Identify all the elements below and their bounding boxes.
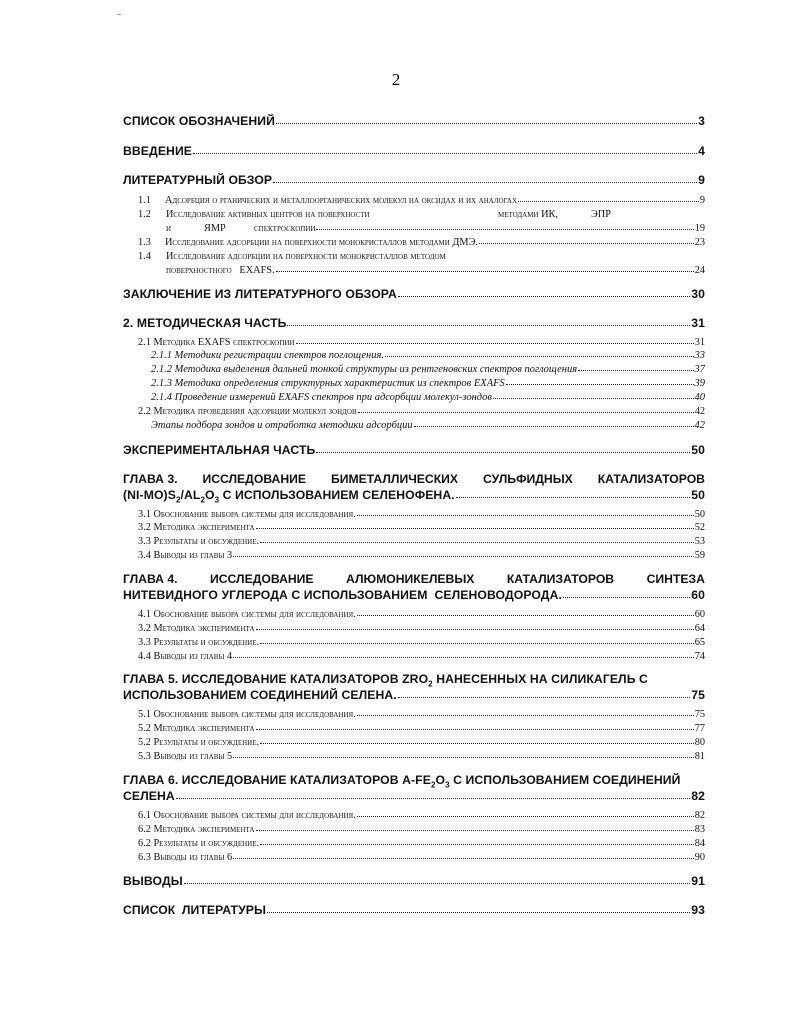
- dot-leader: [506, 383, 694, 385]
- toc-entry-title: и: [166, 223, 172, 234]
- toc-entry-1-1[interactable]: [138, 195, 705, 206]
- dot-leader: [358, 411, 694, 413]
- toc-entry-chapter-3-line1[interactable]: [123, 472, 705, 486]
- toc-entry-title: 2.2 Методика проведения адсорбции молекул зондов: [138, 406, 357, 417]
- toc-entry-title: Этапы подбора зондов и отработка методики адсорбции: [151, 420, 413, 431]
- toc-entry-5-1[interactable]: [138, 709, 705, 720]
- toc-entry-title: Исследование адсорбции на поверхности монокристаллов методом: [166, 251, 446, 262]
- toc-page-number: 53: [694, 536, 705, 547]
- toc-entry-title: 2. МЕТОДИЧЕСКАЯ ЧАСТЬ: [123, 316, 287, 330]
- toc-page-number: 42: [694, 406, 705, 417]
- toc-entry-title: ЭПР: [591, 209, 611, 220]
- toc-entry-title: поверхностного EXAFS.: [166, 265, 275, 276]
- toc-entry-title: 2.1.2 Методика выделения дальней тонкой структуры из рентгеновских спектров поглощения: [151, 364, 578, 375]
- toc-entry-title: ЛИТЕРАТУРНЫЙ ОБЗОР: [123, 173, 273, 187]
- toc-entry-4-2[interactable]: [138, 623, 705, 634]
- toc-entry-title: 4.1 Обоснование выбора системы для исследования.: [138, 609, 356, 620]
- toc-entry-title: Исследование адсорбции на поверхности монокристаллов методами ДМЭ.: [165, 237, 478, 248]
- toc-page-number: 24: [694, 265, 705, 276]
- toc-entry-title: ВВЕДЕНИЕ: [123, 144, 193, 158]
- toc-entry-5-4[interactable]: [138, 751, 705, 762]
- toc-page-number: 31: [694, 337, 705, 348]
- dot-leader: [357, 714, 694, 716]
- toc-entry-methods[interactable]: [123, 316, 705, 330]
- toc-entry-2-1[interactable]: [138, 337, 705, 348]
- toc-page-number: 82: [694, 810, 705, 821]
- toc-page-number: 82: [691, 789, 705, 803]
- toc-entry-title: 3.4 Выводы из главы 3: [138, 550, 233, 561]
- toc-entry-title: ЭКСПЕРИМЕНТАЛЬНАЯ ЧАСТЬ: [123, 443, 316, 457]
- toc-entry-1-2-line1[interactable]: [138, 209, 708, 223]
- toc-entry-chapter-4-line1[interactable]: [123, 572, 705, 586]
- toc-entry-6-1[interactable]: [138, 810, 705, 821]
- dot-leader: [256, 527, 694, 529]
- dot-leader: [260, 541, 694, 543]
- toc-entry-6-4[interactable]: [138, 852, 705, 863]
- toc-entry-introduction[interactable]: [123, 144, 705, 158]
- toc-entry-title: 3.2 Методика эксперимента: [138, 623, 255, 634]
- dot-leader: [260, 843, 694, 845]
- toc-entry-title: ГЛАВА 6. ИССЛЕДОВАНИЕ КАТАЛИЗАТОРОВ $A-FE_2O_3$ С ИСПОЛЬЗОВАНИЕМ СОЕДИНЕНИЙ: [123, 773, 681, 790]
- toc-page-number: 42: [694, 420, 705, 431]
- toc-entry-chapter-5-line1[interactable]: [123, 672, 705, 688]
- dot-leader: [276, 270, 694, 272]
- dot-leader: [316, 451, 690, 453]
- toc-page-number: 93: [691, 903, 705, 917]
- toc-page-number: 90: [694, 852, 705, 863]
- toc-entry-title: 2.1.1 Методики регистрации спектров поглощения.: [151, 350, 384, 361]
- toc-page-number: 75: [691, 688, 705, 702]
- dot-leader: [563, 596, 690, 598]
- toc-entry-title: КАТАЛИЗАТОРОВ: [597, 472, 705, 486]
- toc-entry-literature-review[interactable]: [123, 173, 705, 187]
- toc-entry-title: 6.3 Выводы из главы 6: [138, 852, 233, 863]
- toc-entry-4-1[interactable]: [138, 609, 705, 620]
- section-number: 1.4: [138, 251, 151, 262]
- toc-page-number: 4: [698, 144, 705, 158]
- toc-entry-title: 6.2 Результаты и обсуждение.: [138, 838, 260, 849]
- toc-entry-abbreviations[interactable]: [123, 114, 705, 128]
- dot-leader: [256, 628, 694, 630]
- dot-leader: [414, 425, 694, 427]
- toc-entry-literature-conclusion[interactable]: [123, 287, 705, 301]
- toc-entry-6-3[interactable]: [138, 838, 705, 849]
- toc-entry-title: 2.1.4 Проведение измерений EXAFS спектров при адсорбции молекул-зондов: [151, 392, 492, 403]
- toc-entry-title: СПИСОК ОБОЗНАЧЕНИЙ: [123, 114, 275, 128]
- toc-entry-title: НИТЕВИДНОГО УГЛЕРОДА С ИСПОЛЬЗОВАНИЕМ СЕЛЕНОВОДОРОДА.: [123, 588, 562, 602]
- toc-page-number: 83: [694, 824, 705, 835]
- toc-entry-2-1-3[interactable]: [151, 378, 705, 389]
- toc-page-number: 59: [694, 550, 705, 561]
- toc-entry-title: ВЫВОДЫ: [123, 874, 183, 888]
- dot-leader: [385, 355, 694, 357]
- dot-leader: [233, 857, 694, 859]
- toc-entry-title: 5.1 Обоснование выбора системы для исследования.: [138, 709, 356, 720]
- dot-leader: [267, 911, 690, 913]
- dot-leader: [233, 756, 694, 758]
- toc-entry-title: ИССЛЕДОВАНИЕ: [202, 472, 307, 486]
- toc-entry-5-3[interactable]: [138, 737, 705, 748]
- dot-leader: [233, 555, 694, 557]
- toc-page-number: 37: [694, 364, 705, 375]
- dot-leader: [176, 797, 690, 799]
- dot-leader: [260, 642, 694, 644]
- toc-page-number: 50: [694, 509, 705, 520]
- toc-entry-title: СЕЛЕНА: [123, 789, 175, 803]
- toc-entry-title: $(NI-MO)S_2/AL_2O_3$ С ИСПОЛЬЗОВАНИЕМ СЕЛЕНОФЕНА.: [123, 488, 455, 505]
- toc-entry-2-2-probes[interactable]: [151, 420, 705, 431]
- toc-page-number: 75: [694, 709, 705, 720]
- dot-leader: [276, 122, 697, 124]
- toc-page-number: 64: [694, 623, 705, 634]
- toc-entry-chapter-6-line1[interactable]: [123, 773, 705, 789]
- toc-page-number: 9: [699, 195, 705, 206]
- toc-entry-6-2[interactable]: [138, 824, 705, 835]
- toc-entry-3-1[interactable]: [138, 509, 705, 520]
- toc-entry-title: ЯМР: [204, 223, 226, 234]
- toc-page-number: 40: [694, 392, 705, 403]
- toc-page-number: 91: [691, 874, 705, 888]
- toc-entry-conclusions[interactable]: [123, 874, 705, 888]
- toc-entry-title: 5.2 Методика эксперимента: [138, 723, 255, 734]
- toc-page-number: 77: [694, 723, 705, 734]
- toc-page-number: 65: [694, 637, 705, 648]
- toc-entry-1-4-line2[interactable]: [166, 265, 705, 276]
- toc-page-number: 33: [694, 350, 705, 361]
- toc-entry-title: Адсорбция о рганических и металлоорганических молекул на оксидах и их аналогах: [165, 195, 517, 206]
- section-number: 1.3: [138, 237, 151, 248]
- toc-entry-1-3[interactable]: [138, 237, 705, 248]
- toc-entry-title: СИНТЕЗА: [646, 572, 705, 586]
- toc-page-number: 60: [691, 588, 705, 602]
- dot-leader: [256, 728, 694, 730]
- toc-entry-title: 2.1 Методика EXAFS спектроскопии: [138, 337, 295, 348]
- toc-entry-title: спектроскопии: [254, 223, 316, 234]
- dot-leader: [260, 742, 694, 744]
- toc-entry-chapter-6-line2[interactable]: [123, 789, 705, 803]
- dot-leader: [456, 496, 691, 498]
- dot-leader: [256, 829, 694, 831]
- toc-entry-2-2[interactable]: [138, 406, 705, 417]
- dot-leader: [233, 656, 694, 658]
- toc-entry-title: ИСПОЛЬЗОВАНИЕМ СОЕДИНЕНИЙ СЕЛЕНА.: [123, 688, 397, 702]
- dot-leader: [578, 369, 693, 371]
- dot-leader: [493, 397, 694, 399]
- toc-page-number: 50: [691, 443, 705, 457]
- dot-leader: [296, 342, 694, 344]
- toc-entry-references[interactable]: [123, 903, 705, 917]
- dot-leader: [357, 614, 694, 616]
- toc-page-number: 80: [694, 737, 705, 748]
- toc-page-number: 74: [694, 651, 705, 662]
- toc-entry-title: Исследование активных центров на поверхности: [166, 209, 370, 220]
- toc-entry-experimental[interactable]: [123, 443, 705, 457]
- toc-entry-title: 3.1 Обоснование выбора системы для исследования.: [138, 509, 356, 520]
- toc-entry-2-1-2[interactable]: [151, 364, 705, 375]
- toc-entry-title: ЗАКЛЮЧЕНИЕ ИЗ ЛИТЕРАТУРНОГО ОБЗОРА: [123, 287, 397, 301]
- toc-entry-title: 3.3 Результаты и обсуждение.: [138, 536, 260, 547]
- dot-leader: [479, 242, 694, 244]
- dot-leader: [193, 152, 697, 154]
- dot-leader: [398, 295, 690, 297]
- toc-entry-title: методами ИК,: [498, 209, 558, 220]
- toc-page-number: 81: [694, 751, 705, 762]
- toc-entry-2-1-4[interactable]: [151, 392, 705, 403]
- toc-entry-4-3[interactable]: [138, 637, 705, 648]
- section-number: 1.2: [138, 209, 151, 220]
- toc-entry-title: АЛЮМОНИКЕЛЕВЫХ: [346, 572, 475, 586]
- toc-entry-3-3[interactable]: [138, 536, 705, 547]
- toc-entry-title: 3.2 Методика эксперимента: [138, 522, 255, 533]
- toc-page-number: 31: [691, 316, 705, 330]
- toc-page-number: 19: [694, 223, 705, 234]
- toc-entry-title: ГЛАВА 5. ИССЛЕДОВАНИЕ КАТАЛИЗАТОРОВ $ZRO_2$ НАНЕСЕННЫХ НА СИЛИКАГЕЛЬ С: [123, 672, 648, 689]
- toc-entry-4-4[interactable]: [138, 651, 705, 662]
- toc-entry-title: ИССЛЕДОВАНИЕ: [209, 572, 314, 586]
- toc-entry-2-1-1[interactable]: [151, 350, 705, 361]
- dot-leader: [273, 181, 697, 183]
- dot-leader: [398, 696, 690, 698]
- toc-entry-title: 6.1 Обоснование выбора системы для исследования.: [138, 810, 356, 821]
- toc-entry-title: ГЛАВА 3.: [123, 472, 178, 486]
- toc-entry-3-4[interactable]: [138, 550, 705, 561]
- toc-page-number: 30: [691, 287, 705, 301]
- toc-entry-title: СПИСОК ЛИТЕРАТУРЫ: [123, 903, 267, 917]
- toc-entry-5-2[interactable]: [138, 723, 705, 734]
- toc-entry-title: КАТАЛИЗАТОРОВ: [506, 572, 615, 586]
- toc-entry-chapter-4-line2[interactable]: [123, 588, 705, 602]
- toc-entry-3-2[interactable]: [138, 522, 705, 533]
- toc-page-number: 23: [694, 237, 705, 248]
- page-number: 2: [391, 70, 401, 89]
- toc-entry-title: ГЛАВА 4.: [123, 572, 178, 586]
- toc-page-number: 84: [694, 838, 705, 849]
- dot-leader: [518, 200, 699, 202]
- toc-page-number: 3: [698, 114, 705, 128]
- toc-entry-title: 4.4 Выводы из главы 4: [138, 651, 233, 662]
- toc-entry-1-4-line1[interactable]: [138, 251, 708, 265]
- toc-entry-chapter-5-line2[interactable]: [123, 688, 705, 702]
- toc-entry-title: 6.2 Методика эксперимента: [138, 824, 255, 835]
- toc-page-number: 9: [698, 173, 705, 187]
- dot-leader: [357, 815, 694, 817]
- toc-page-number: 52: [694, 522, 705, 533]
- toc-entry-title: 5.3 Выводы из главы 5: [138, 751, 233, 762]
- toc-entry-title: 5.2 Результаты и обсуждение.: [138, 737, 260, 748]
- dot-leader: [316, 228, 693, 230]
- section-number: 1.1: [138, 195, 151, 206]
- dot-leader: [357, 514, 694, 516]
- dot-leader: [184, 882, 690, 884]
- toc-entry-title: 2.1.3 Методика определения структурных характеристик из спектров EXAFS: [151, 378, 505, 389]
- toc-entry-1-2-line2[interactable]: [166, 223, 705, 234]
- toc-page-number: 60: [694, 609, 705, 620]
- toc-page-number: 39: [694, 378, 705, 389]
- toc-entry-chapter-3-line2[interactable]: [123, 488, 705, 504]
- toc-entry-title: БИМЕТАЛЛИЧЕСКИХ: [330, 472, 459, 486]
- toc-entry-title: 3.3 Результаты и обсуждение.: [138, 637, 260, 648]
- dot-leader: [287, 324, 690, 326]
- toc-entry-title: СУЛЬФИДНЫХ: [483, 472, 573, 486]
- toc-page-number: 50: [691, 488, 705, 502]
